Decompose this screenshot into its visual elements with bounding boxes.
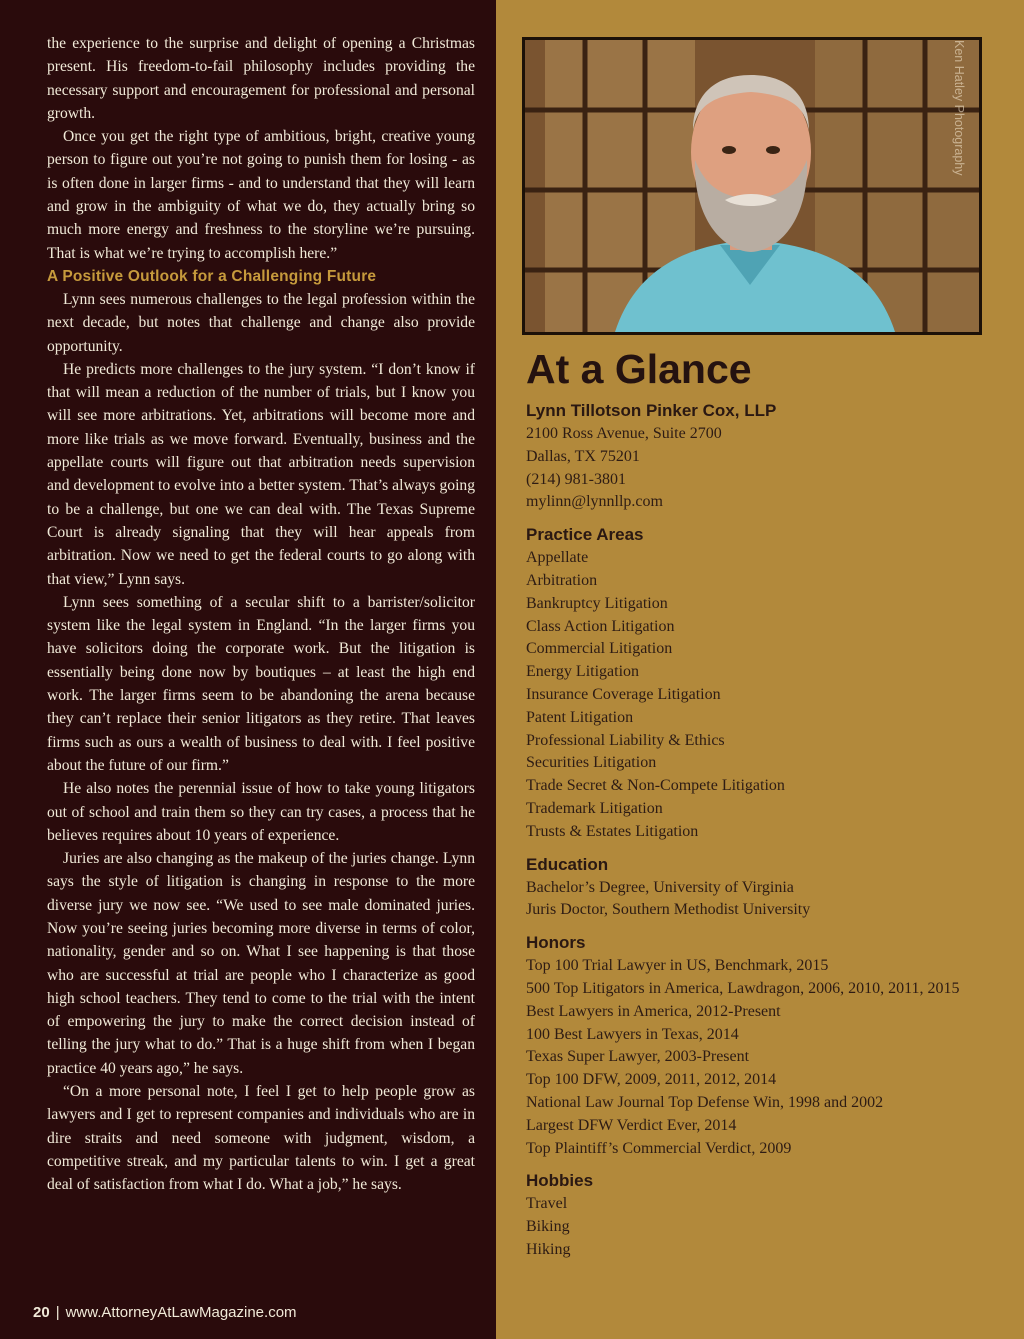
honors-item: 500 Top Litigators in America, Lawdragon, 2006, 2010, 2011, 2015 — [526, 979, 960, 997]
honors-list — [526, 955, 959, 1160]
practice-areas-list — [526, 547, 959, 843]
education-heading: Education — [526, 854, 609, 874]
practice-item: Securities Litigation — [526, 754, 657, 772]
article-paragraph: Once you get the right type of ambitious, bright, creative young person to figure out you’re not going to punish them for losing - as is often done in larger firms - and to understand that they will learn and grow in the ambiguity of what we do, they actually bring so much more energy and freshness to the storyline we’re pursuing. That is what we’re trying to accomplish here.” — [47, 128, 475, 262]
honors-item: Top 100 Trial Lawyer in US, Benchmark, 2015 — [526, 957, 829, 975]
at-a-glance-box — [526, 346, 959, 1262]
article-paragraph: “On a more personal note, I feel I get to help people grow as lawyers and I get to represent companies and individuals who are in dire straits and need someone with judgment, wisdom, a competitive streak, and my particular talents to win. I get a great deal of satisfaction from what I do. What a job,” he says. — [47, 1083, 475, 1194]
practice-item: Insurance Coverage Litigation — [526, 685, 721, 703]
practice-item: Bankruptcy Litigation — [526, 594, 668, 612]
practice-item: Commercial Litigation — [526, 640, 673, 658]
practice-areas-heading: Practice Areas — [526, 525, 644, 545]
practice-item: Appellate — [526, 549, 589, 567]
glance-title: At a Glance — [526, 346, 752, 392]
firm-name: Lynn Tillotson Pinker Cox, LLP — [526, 401, 777, 420]
article-paragraph: Lynn sees numerous challenges to the legal profession within the next decade, but notes that challenge and change also provide opportunity. — [47, 290, 475, 355]
address-block — [526, 423, 959, 514]
website-link[interactable]: www.AttorneyAtLawMagazine.com — [65, 1304, 297, 1321]
article-paragraph: He also notes the perennial issue of how to take young litigators out of school and train them so they can try cases, a process that he believes requires about 10 years of experience. — [47, 780, 475, 844]
hobbies-item: Hiking — [526, 1240, 571, 1258]
address-line: Dallas, TX 75201 — [526, 447, 640, 465]
article-body — [47, 32, 475, 1197]
hobbies-heading: Hobbies — [526, 1171, 594, 1191]
honors-item: Texas Super Lawyer, 2003-Present — [526, 1048, 750, 1066]
practice-item: Class Action Litigation — [526, 617, 675, 635]
photo-credit: Ken Hatley Photography — [952, 40, 966, 176]
practice-item: Energy Litigation — [526, 663, 640, 681]
practice-item: Professional Liability & Ethics — [526, 731, 725, 749]
article-paragraph: the experience to the surprise and delight of opening a Christmas present. His freedom-to-fail philosophy includes providing the necessary support and encouragement for professional and personal growth. — [47, 35, 475, 122]
address-line[interactable]: mylinn@lynnllp.com — [526, 493, 663, 511]
practice-item: Trademark Litigation — [526, 799, 663, 817]
hobbies-item: Travel — [526, 1195, 568, 1213]
education-item: Bachelor’s Degree, University of Virginia — [526, 878, 794, 896]
hobbies-list — [526, 1193, 959, 1261]
page-number: 20 — [33, 1304, 50, 1321]
honors-item: 100 Best Lawyers in Texas, 2014 — [526, 1025, 739, 1043]
article-paragraph: Lynn sees something of a secular shift to a barrister/solicitor system like the legal system in England. “In the larger firms you have solicitors doing the corporate work. But the litigation is essentially being done now by boutiques – at least the high end work. The larger firms seem to be abandoning the arena because they can’t replace their senior litigators as they retire. That leaves firms such as ours a wealth of business to deal with. I feel positive about the future of our firm.” — [47, 593, 475, 774]
footer-divider: | — [55, 1304, 60, 1321]
honors-item: Best Lawyers in America, 2012-Present — [526, 1002, 781, 1020]
practice-item: Patent Litigation — [526, 708, 634, 726]
honors-item: National Law Journal Top Defense Win, 1998 and 2002 — [526, 1093, 884, 1111]
article-paragraph: Juries are also changing as the makeup of the juries change. Lynn says the style of litigation is changing in response to the more diverse jury we now see. “We used to see male dominated juries. Now you’re seeing juries becoming more diverse in terms of color, nationality, gender and so on. What I see happening is that those who are successful at trial are people who I characterize as good high school teachers. They tend to come to the trial with the intent of empowering the jury to make the correct decision instead of telling the jury what to do.” That is a huge shift from when I began practice 40 years ago,” he says. — [47, 850, 475, 1077]
section-heading: A Positive Outlook for a Challenging Future — [47, 267, 377, 285]
practice-item: Arbitration — [526, 571, 598, 589]
portrait-illustration — [525, 40, 979, 332]
address-line: 2100 Ross Avenue, Suite 2700 — [526, 425, 722, 442]
page-footer — [33, 1304, 297, 1321]
honors-item: Top Plaintiff’s Commercial Verdict, 2009 — [526, 1139, 792, 1157]
practice-item: Trade Secret & Non-Compete Litigation — [526, 777, 785, 795]
education-list — [526, 877, 959, 923]
honors-item: Largest DFW Verdict Ever, 2014 — [526, 1116, 737, 1134]
hobbies-item: Biking — [526, 1218, 570, 1236]
honors-item: Top 100 DFW, 2009, 2011, 2012, 2014 — [526, 1071, 777, 1089]
practice-item: Trusts & Estates Litigation — [526, 822, 699, 840]
education-item: Juris Doctor, Southern Methodist University — [526, 901, 811, 919]
honors-heading: Honors — [526, 933, 586, 953]
article-paragraph: He predicts more challenges to the jury system. “I don’t know if that will mean a reduction of the number of trials, but I know you will see more arbitrations. Yet, arbitrations will become more and more like trials as we move forward. Eventually, business and the appellate courts will figure out that arbitration needs supervision and development to evolve into a better system. That’s always going to be a challenge, but one we can deal with. The Texas Supreme Court is already signaling that they will hear appeals from arbitration. Now we need to get the federal courts to go along with that view,” Lynn says. — [47, 360, 475, 588]
address-line: (214) 981-3801 — [526, 470, 626, 488]
portrait-photo — [522, 37, 982, 335]
